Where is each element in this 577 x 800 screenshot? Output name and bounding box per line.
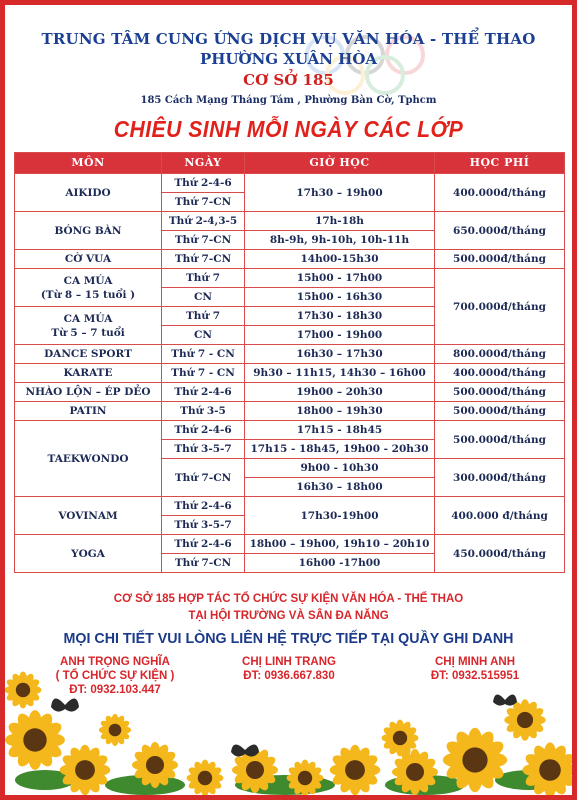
subject-cell: BÓNG BÀN bbox=[15, 212, 162, 250]
fee-cell: 500.000đ/tháng bbox=[435, 250, 565, 269]
day-cell: Thứ 7 - CN bbox=[162, 345, 245, 364]
table-row bbox=[15, 383, 565, 402]
day-cell: Thứ 2-4-6 bbox=[162, 383, 245, 402]
day-cell: Thứ 7-CN bbox=[162, 231, 245, 250]
time-cell: 14h00-15h30 bbox=[245, 250, 435, 269]
fee-cell: 400.000đ/tháng bbox=[435, 174, 565, 212]
contact-person bbox=[194, 655, 384, 683]
time-cell: 19h00 – 20h30 bbox=[245, 383, 435, 402]
contact-heading: MỌI CHI TIẾT VUI LÒNG LIÊN HỆ TRỰC TIẾP TẠI QUẦY GHI DANH bbox=[63, 630, 514, 647]
day-cell: Thứ 2-4,3-5 bbox=[162, 212, 245, 231]
time-cell: 17h-18h bbox=[245, 212, 435, 231]
table-row bbox=[15, 535, 565, 554]
col-time: GIỜ HỌC bbox=[245, 153, 435, 174]
ward-title: PHƯỜNG XUÂN HÒA bbox=[199, 50, 378, 68]
contact-person bbox=[20, 655, 210, 697]
table-row bbox=[15, 364, 565, 383]
table-row bbox=[15, 212, 565, 231]
day-cell: CN bbox=[162, 288, 245, 307]
contact-phone: ĐT: 0932.103.447 bbox=[69, 684, 161, 696]
subject-name: CA MÚA bbox=[63, 274, 113, 287]
col-day: NGÀY bbox=[162, 153, 245, 174]
table-row bbox=[15, 174, 565, 193]
subject-cell: AIKIDO bbox=[15, 174, 162, 212]
branch-title: CƠ SỞ 185 bbox=[243, 71, 334, 89]
fee-cell: 800.000đ/tháng bbox=[435, 345, 565, 364]
contact-phone: ĐT: 0932.515951 bbox=[430, 670, 520, 682]
fee-cell: 500.000đ/tháng bbox=[435, 421, 565, 459]
table-row bbox=[15, 269, 565, 288]
day-cell: Thứ 7-CN bbox=[162, 554, 245, 573]
day-cell: Thứ 3-5-7 bbox=[162, 440, 245, 459]
table-header-row bbox=[15, 153, 565, 174]
subject-cell: VOVINAM bbox=[15, 497, 162, 535]
time-cell: 17h00 - 19h00 bbox=[245, 326, 435, 345]
collab-line-2: TẠI HỘI TRƯỜNG VÀ SÂN ĐA NĂNG bbox=[188, 610, 389, 622]
time-cell: 17h30-19h00 bbox=[245, 497, 435, 535]
table-row bbox=[15, 402, 565, 421]
day-cell: Thứ 3-5 bbox=[162, 402, 245, 421]
col-fee: HỌC PHÍ bbox=[435, 153, 565, 174]
fee-cell: 500.000đ/tháng bbox=[435, 383, 565, 402]
day-cell: Thứ 2-4-6 bbox=[162, 421, 245, 440]
org-title: TRUNG TÂM CUNG ỨNG DỊCH VỤ VĂN HÓA - THỂ THAO bbox=[41, 30, 536, 48]
col-subject: MÔN bbox=[15, 153, 162, 174]
table-row bbox=[15, 497, 565, 516]
day-cell: Thứ 7 bbox=[162, 307, 245, 326]
contact-person bbox=[380, 655, 570, 683]
class-schedule-table bbox=[14, 152, 565, 573]
time-cell: 8h-9h, 9h-10h, 10h-11h bbox=[245, 231, 435, 250]
address: 185 Cách Mạng Tháng Tám , Phường Bàn Cờ, Tphcm bbox=[140, 95, 437, 106]
day-cell: CN bbox=[162, 326, 245, 345]
day-cell: Thứ 7-CN bbox=[162, 459, 245, 497]
day-cell: Thứ 2-4-6 bbox=[162, 497, 245, 516]
subject-cell: NHÀO LỘN – ÉP DẺO bbox=[15, 383, 162, 402]
contact-role: ( TỔ CHỨC SỰ KIỆN ) bbox=[55, 670, 175, 682]
subject-cell bbox=[15, 269, 162, 307]
time-cell: 16h30 – 18h00 bbox=[245, 478, 435, 497]
day-cell: Thứ 7-CN bbox=[162, 250, 245, 269]
subject-age: (Từ 8 – 15 tuổi ) bbox=[40, 288, 136, 301]
table-row bbox=[15, 345, 565, 364]
time-cell: 16h30 – 17h30 bbox=[245, 345, 435, 364]
subject-cell: DANCE SPORT bbox=[15, 345, 162, 364]
fee-cell: 400.000đ/tháng bbox=[435, 364, 565, 383]
subject-name: CA MÚA bbox=[63, 312, 113, 325]
time-cell: 9h00 - 10h30 bbox=[245, 459, 435, 478]
time-cell: 17h15 - 18h45 bbox=[245, 421, 435, 440]
contact-phone: ĐT: 0936.667.830 bbox=[243, 670, 335, 682]
subject-cell: KARATE bbox=[15, 364, 162, 383]
subject-age: Từ 5 – 7 tuổi bbox=[51, 326, 125, 339]
time-cell: 18h00 – 19h00, 19h10 – 20h10 bbox=[245, 535, 435, 554]
day-cell: Thứ 7 bbox=[162, 269, 245, 288]
fee-cell: 300.000đ/tháng bbox=[435, 459, 565, 497]
fee-cell: 500.000đ/tháng bbox=[435, 402, 565, 421]
contact-name: CHỊ MINH ANH bbox=[434, 656, 516, 668]
subject-cell: PATIN bbox=[15, 402, 162, 421]
time-cell: 15h00 - 17h00 bbox=[245, 269, 435, 288]
day-cell: Thứ 2-4-6 bbox=[162, 174, 245, 193]
day-cell: Thứ 2-4-6 bbox=[162, 535, 245, 554]
time-cell: 17h30 - 18h30 bbox=[245, 307, 435, 326]
butterfly-icon bbox=[51, 698, 79, 711]
time-cell: 17h30 – 19h00 bbox=[245, 174, 435, 212]
contact-name: ANH TRỌNG NGHĨA bbox=[60, 656, 170, 668]
time-cell: 15h00 - 16h30 bbox=[245, 288, 435, 307]
time-cell: 17h15 - 18h45, 19h00 - 20h30 bbox=[245, 440, 435, 459]
day-cell: Thứ 7 - CN bbox=[162, 364, 245, 383]
headline: CHIÊU SINH MỖI NGÀY CÁC LỚP bbox=[113, 116, 464, 142]
time-cell: 9h30 – 11h15, 14h30 – 16h00 bbox=[245, 364, 435, 383]
fee-cell: 700.000đ/tháng bbox=[435, 269, 565, 345]
fee-cell: 650.000đ/tháng bbox=[435, 212, 565, 250]
table-row bbox=[15, 250, 565, 269]
fee-cell: 400.000 đ/tháng bbox=[435, 497, 565, 535]
day-cell: Thứ 3-5-7 bbox=[162, 516, 245, 535]
collab-line-1: CƠ SỞ 185 HỢP TÁC TỔ CHỨC SỰ KIỆN VĂN HÓA - THỂ THAO bbox=[113, 593, 464, 605]
subject-cell: CỜ VUA bbox=[15, 250, 162, 269]
subject-cell bbox=[15, 307, 162, 345]
subject-cell: YOGA bbox=[15, 535, 162, 573]
fee-cell: 450.000đ/tháng bbox=[435, 535, 565, 573]
table-row bbox=[15, 421, 565, 440]
time-cell: 18h00 – 19h30 bbox=[245, 402, 435, 421]
subject-cell: TAEKWONDO bbox=[15, 421, 162, 497]
time-cell: 16h00 -17h00 bbox=[245, 554, 435, 573]
day-cell: Thứ 7-CN bbox=[162, 193, 245, 212]
contact-name: CHỊ LINH TRANG bbox=[242, 656, 336, 668]
